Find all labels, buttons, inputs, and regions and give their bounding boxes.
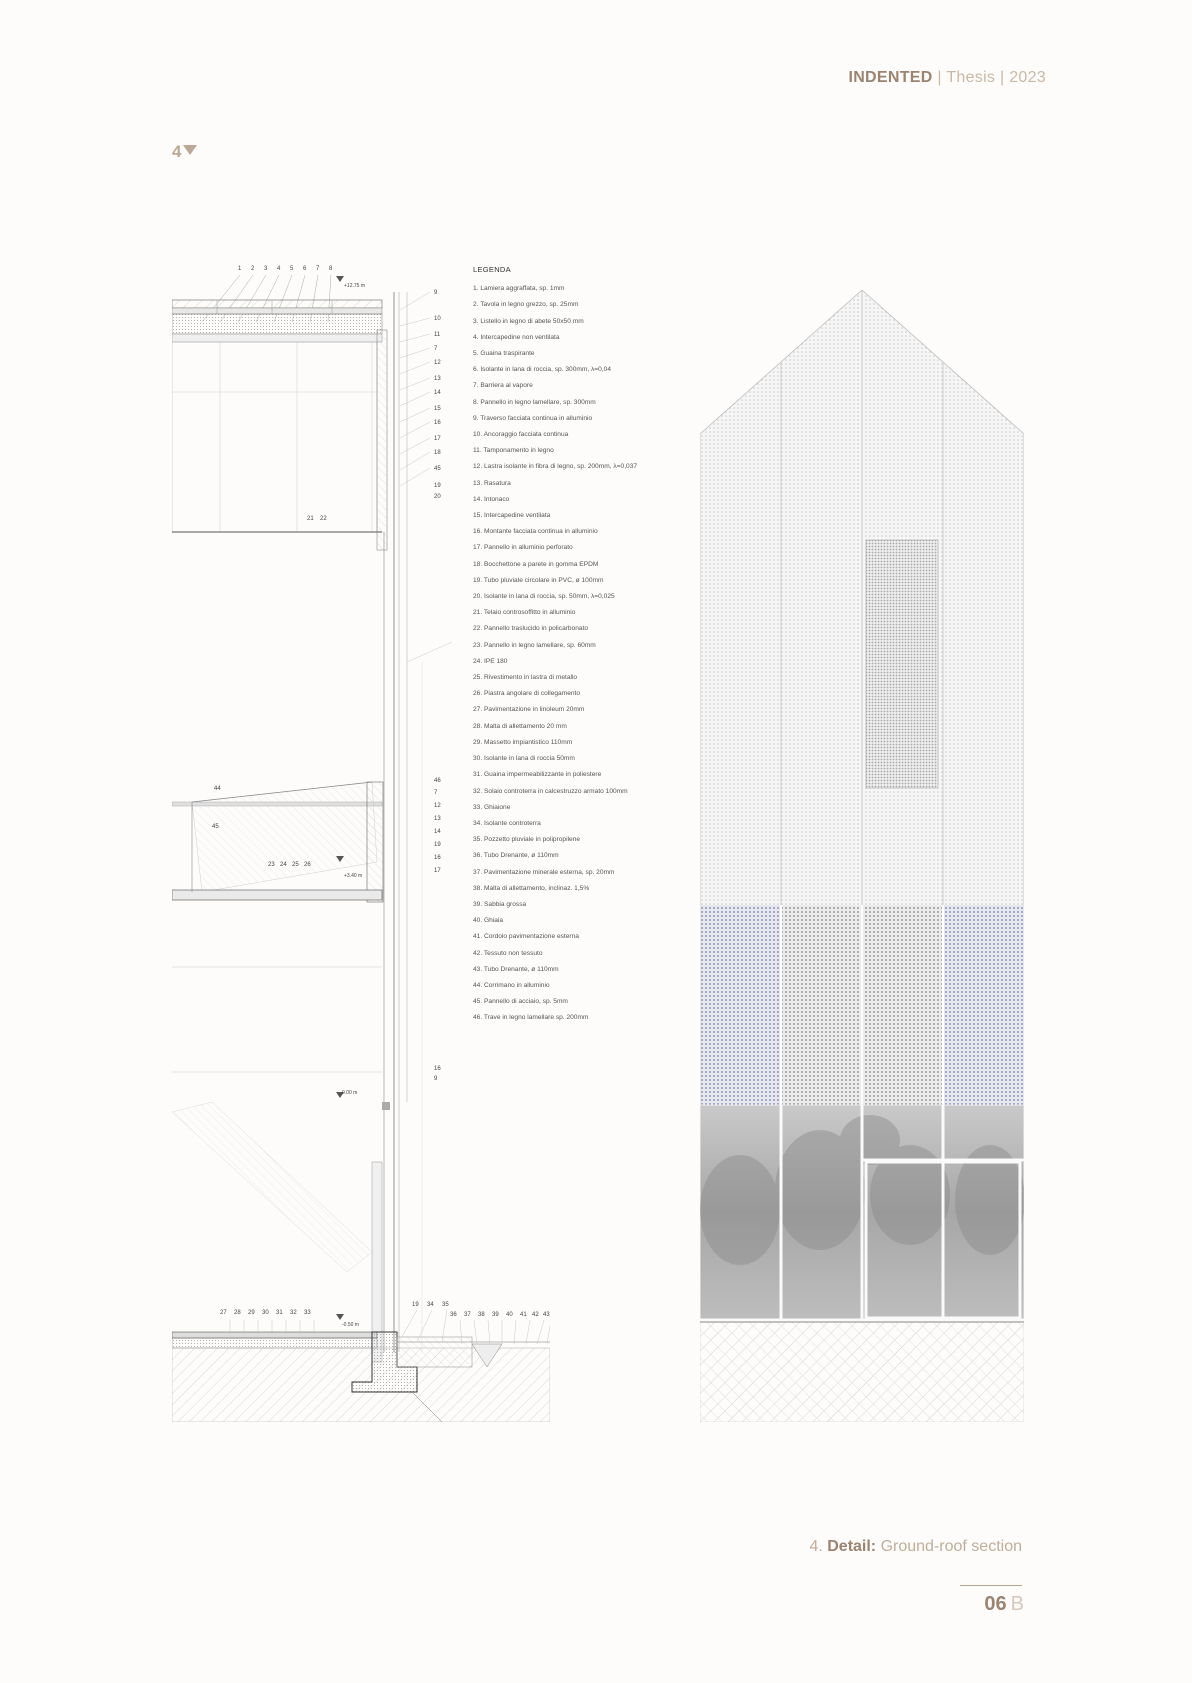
header-separator: | — [995, 69, 1010, 86]
callout-bottom-32: 32 — [290, 1310, 297, 1316]
callout-right-13: 13 — [434, 376, 441, 382]
legend-item: 34. Isolante controterra — [473, 819, 541, 827]
legend-item: 22. Pannello traslucido in policarbonato — [473, 625, 589, 633]
legend-item: 40. Ghiaia — [473, 917, 504, 925]
callout-lower-13: 13 — [434, 816, 441, 822]
legend-item: 18. Bocchettone a parete in gomma EPDM — [473, 560, 599, 568]
legend-item: 31. Guaina impermeabilizzante in poliestere — [473, 771, 602, 779]
legend-item: 39. Sabbia grossa — [473, 900, 527, 908]
callout-bottom-19: 19 — [412, 1302, 419, 1308]
callout-bottom-37: 37 — [464, 1312, 471, 1318]
callout-bottom-40: 40 — [506, 1312, 513, 1318]
legend-item: 37. Pavimentazione minerale esterna, sp. 20mm — [473, 868, 615, 876]
callout-right-7: 7 — [434, 346, 438, 352]
legend-item: 46. Trave in legno lamellare sp. 200mm — [473, 1014, 589, 1022]
callout-bottom-34: 34 — [427, 1302, 434, 1308]
legend-item: 17. Pannello in alluminio perforato — [473, 544, 573, 552]
callout-24: 24 — [280, 862, 287, 868]
callout-bottom-28: 28 — [234, 1310, 241, 1316]
callout-26: 26 — [304, 862, 311, 868]
callout-right-16: 16 — [434, 420, 441, 426]
callout-top-3: 3 — [264, 266, 268, 272]
legend-item: 32. Solaio controterra in calcestruzzo armato 100mm — [473, 787, 628, 795]
legend-item: 27. Pavimentazione in linoleum 20mm — [473, 706, 585, 714]
section-number — [172, 142, 197, 162]
page-number-value: 06 — [984, 1593, 1007, 1615]
callout-bottom-33: 33 — [304, 1310, 311, 1316]
legend-item: 11. Tamponamento in legno — [473, 447, 554, 455]
callout-top-8: 8 — [329, 266, 333, 272]
header-separator: | — [932, 69, 947, 86]
callout-22: 22 — [320, 516, 327, 522]
callout-top-7: 7 — [316, 266, 320, 272]
callout-25: 25 — [292, 862, 299, 868]
callout-lower-19: 19 — [434, 842, 441, 848]
callout-bottom-30: 30 — [262, 1310, 269, 1316]
callout-top-2: 2 — [251, 266, 255, 272]
caption-number: 4. — [809, 1538, 828, 1555]
callout-lower-14: 14 — [434, 829, 441, 835]
legend-item: 28. Malta di allettamento 20 mm — [473, 722, 567, 730]
legend-item: 1. Lamiera aggraffata, sp. 1mm — [473, 285, 565, 293]
callout-lower-17: 17 — [434, 868, 441, 874]
legend-item: 5. Guaina traspirante — [473, 350, 535, 358]
legend-item: 2. Tavola in legno grezzo, sp. 25mm — [473, 301, 579, 309]
legend-item: 16. Montante facciata continua in alluminio — [473, 528, 598, 536]
callout-right-11: 11 — [434, 332, 441, 338]
caption-text: Ground-roof section — [876, 1538, 1022, 1555]
callout-right-18: 18 — [434, 450, 441, 456]
header-year: 2023 — [1009, 69, 1046, 86]
callout-45: 45 — [212, 824, 219, 830]
legend-item: 12. Lastra isolante in fibra di legno, sp. 200mm, λ=0,037 — [473, 463, 638, 471]
triangle-down-icon — [183, 145, 197, 155]
legend-item: 43. Tubo Drenante, ø 110mm — [473, 965, 559, 973]
legend-item: 24. IPE 180 — [473, 657, 508, 665]
legend-item: 38. Malta di allettamento, inclinaz. 1,5% — [473, 884, 590, 892]
callout-top-6: 6 — [303, 266, 307, 272]
legend-item: 29. Massetto impiantistico 110mm — [473, 738, 573, 746]
callout-lower-7: 7 — [434, 790, 438, 796]
callout-16-lower: 16 — [434, 1066, 441, 1072]
callout-bottom-29: 29 — [248, 1310, 255, 1316]
legend-item: 42. Tessuto non tessuto — [473, 949, 543, 957]
legend-item: 21. Telaio controsoffitto in alluminio — [473, 609, 576, 617]
callout-lower-16: 16 — [434, 855, 441, 861]
legend-item: 6. Isolante in lana di roccia, sp. 300mm, λ=0,04 — [473, 366, 611, 374]
callout-top-1: 1 — [238, 266, 242, 272]
callout-lower-46: 46 — [434, 778, 441, 784]
legend-item: 35. Pozzetto pluviale in polipropilene — [473, 836, 581, 844]
legend-item: 36. Tubo Drenante, ø 110mm — [473, 852, 559, 860]
section-number-text: 4 — [172, 142, 182, 161]
callout-top-4: 4 — [277, 266, 281, 272]
legend-item: 15. Intercapedine ventilata — [473, 512, 551, 520]
callout-right-17: 17 — [434, 436, 441, 442]
callout-23: 23 — [268, 862, 275, 868]
callout-right-9: 9 — [434, 290, 438, 296]
level-base: -0.50 m — [342, 1322, 359, 1328]
legend-list — [473, 281, 673, 1026]
legend-item: 19. Tubo pluviale circolare in PVC, ø 100mm — [473, 576, 604, 584]
callout-9-lower: 9 — [434, 1076, 438, 1082]
callout-right-20: 20 — [434, 494, 441, 500]
callout-bottom-31: 31 — [276, 1310, 283, 1316]
callout-right-15: 15 — [434, 406, 441, 412]
level-mid: +3.40 m — [344, 873, 363, 879]
legend-item: 23. Pannello in legno lamellare, sp. 60mm — [473, 641, 596, 649]
legend-item: 13. Rasatura — [473, 479, 511, 487]
legend-item: 9. Traverso facciata continua in alluminio — [473, 414, 593, 422]
legend-item: 30. Isolante in lana di roccia 50mm — [473, 755, 575, 763]
caption-bold: Detail: — [827, 1538, 877, 1555]
legend-item: 25. Rivestimento in lastra di metallo — [473, 674, 578, 682]
legend-item: 45. Pannello di acciaio, sp. 5mm — [473, 998, 568, 1006]
figure-caption — [809, 1538, 1022, 1556]
header-brand — [848, 69, 1046, 87]
callout-bottom-36: 36 — [450, 1312, 457, 1318]
legend-item: 33. Ghiaione — [473, 803, 511, 811]
callout-44: 44 — [214, 786, 221, 792]
page-rule — [960, 1585, 1022, 1586]
brand-name: INDENTED — [848, 69, 933, 86]
legend-item: 3. Listello in legno di abete 50x50 mm — [473, 317, 584, 325]
legend-item: 26. Piastra angolare di collegamento — [473, 690, 581, 698]
legend-item: 44. Corrimano in alluminio — [473, 981, 550, 989]
callout-lower-12: 12 — [434, 803, 441, 809]
callout-bottom-41: 41 — [520, 1312, 527, 1318]
callout-bottom-38: 38 — [478, 1312, 485, 1318]
level-top: +12.75 m — [344, 283, 365, 289]
callout-21: 21 — [307, 516, 314, 522]
callout-bottom-42: 42 — [532, 1312, 539, 1318]
legend-item: 7. Barriera al vapore — [473, 382, 533, 390]
header-thesis: Thesis — [946, 69, 996, 86]
legend-item: 10. Ancoraggio facciata continua — [473, 431, 569, 439]
facade-elevation — [700, 290, 1024, 1422]
legend-item: 8. Pannello in legno lamellare, sp. 300mm — [473, 398, 596, 406]
callout-right-45: 45 — [434, 466, 441, 472]
callout-bottom-39: 39 — [492, 1312, 499, 1318]
callout-right-19: 19 — [434, 483, 441, 489]
legend-item: 20. Isolante in lana di roccia, sp. 50mm, λ=0,025 — [473, 593, 615, 601]
legend-item: 14. Intonaco — [473, 495, 510, 503]
callout-right-14: 14 — [434, 390, 441, 396]
callout-bottom-43: 43 — [543, 1312, 550, 1318]
legend-item: 4. Intercapedine non ventilata — [473, 333, 560, 341]
callout-top-5: 5 — [290, 266, 294, 272]
callout-right-10: 10 — [434, 316, 441, 322]
page-number-suffix: B — [1010, 1593, 1024, 1615]
legend-item: 41. Cordolo pavimentazione esterna — [473, 933, 579, 941]
callout-right-12: 12 — [434, 360, 441, 366]
callout-bottom-35: 35 — [442, 1302, 449, 1308]
level-low: 0.00 m — [342, 1090, 358, 1096]
callout-bottom-27: 27 — [220, 1310, 227, 1316]
page-number — [984, 1593, 1024, 1616]
legend — [473, 262, 673, 1027]
legend-title: LEGENDA — [473, 265, 511, 274]
